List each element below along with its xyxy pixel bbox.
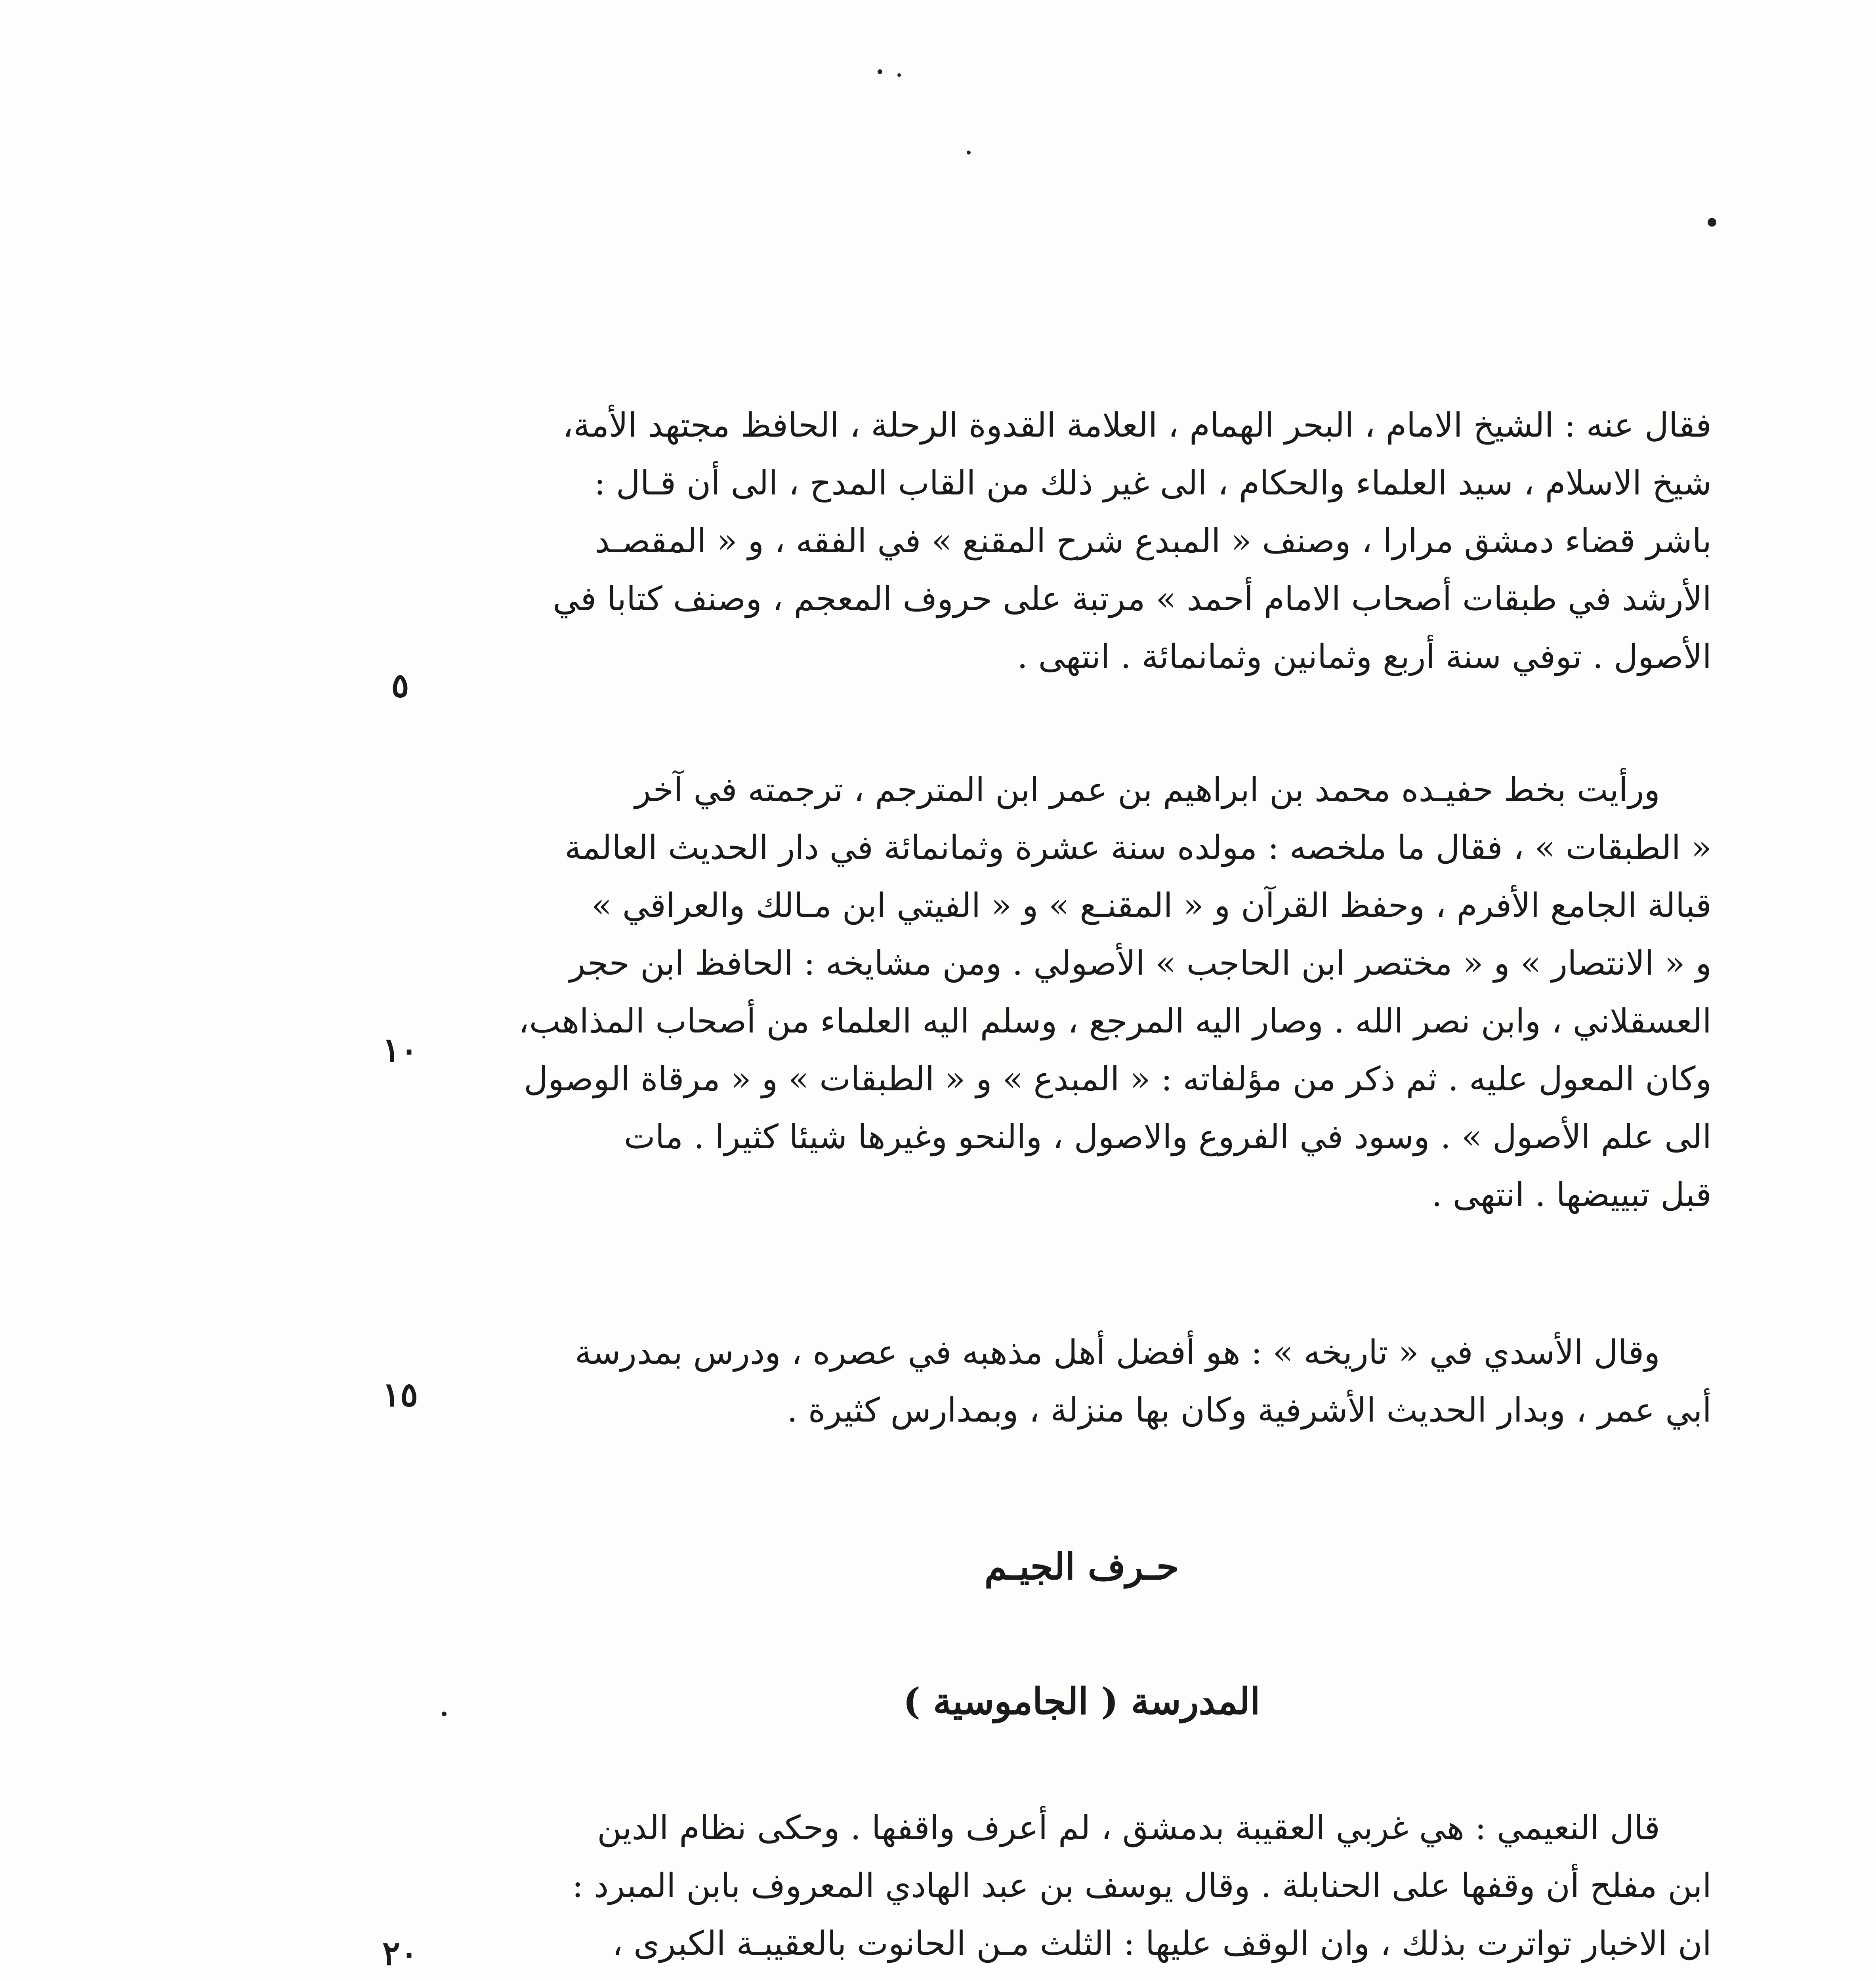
text-line: أبي عمر ، وبدار الحديث الأشرفية وكان بها منزلة ، وبمدارس كثيرة .: [787, 1391, 1712, 1429]
text-line: [452, 1972, 1712, 1981]
margin-line-number: ٥: [391, 666, 409, 705]
text-line: ورأيت بخط حفيـده محمد بن ابراهيم بن عمر ابن المترجم ، ترجمته في آخر: [635, 770, 1660, 809]
text-line: قبل تبييضها . انتهى .: [1431, 1175, 1712, 1214]
margin-line-number: ١٠: [382, 1030, 418, 1069]
scan-speck: [1708, 218, 1716, 227]
scan-speck: [878, 69, 882, 74]
text-line: ابن مفلح أن وقفها على الحنابلة . وقال يوسف بن عبد الهادي المعروف بابن المبرد :: [572, 1866, 1712, 1905]
subsection-heading: المدرسة ( الجاموسية ): [903, 1680, 1260, 1723]
text-line: شيخ الاسلام ، سيد العلماء والحكام ، الى غير ذلك من القاب المدح ، الى أن قـال :: [594, 464, 1712, 502]
text-line: و « الانتصار » و « مختصر ابن الحاجب » الأصولي . ومن مشايخه : الحافظ ابن حجر: [569, 944, 1712, 983]
paragraph-2: [452, 761, 1712, 1223]
text-line: قبالة الجامع الأفرم ، وحفظ القرآن و « المقنـع » و « الفيتي ابن مـالك والعراقي »: [591, 886, 1712, 925]
text-line: « الطبقات » ، فقال ما ملخصه : مولده سنة عشرة وثمانمائة في دار الحديث العالمة: [565, 828, 1712, 867]
paragraph-3: [452, 1323, 1712, 1439]
scan-speck: [897, 73, 901, 77]
section-heading: حـرف الجيـم: [984, 1545, 1179, 1588]
margin-line-number: ١٥: [382, 1375, 418, 1414]
text-line: وكان المعول عليه . ثم ذكر من مؤلفاته : « المبدع » و « الطبقات » و « مرقاة الوصول: [523, 1059, 1712, 1098]
text-line: الأصول . توفي سنة أربع وثمانين وثمانمائة . انتهى .: [1017, 637, 1712, 676]
paragraph-1: [452, 396, 1712, 685]
text-line: الأرشد في طبقات أصحاب الامام أحمد » مرتبة على حروف المعجم ، وصنف كتابا في: [553, 579, 1712, 618]
text-line: قال النعيمي : هي غربي العقيبة بدمشق ، لم أعرف واقفها . وحكى نظام الدين: [597, 1808, 1660, 1847]
text-line: الى علم الأصول » . وسود في الفروع والاصول ، والنحو وغيرها شيئا كثيرا . مات: [624, 1117, 1712, 1156]
text-line: باشر قضاء دمشق مرارا ، وصنف « المبدع شرح المقنع » في الفقه ، و « المقصـد: [595, 521, 1712, 560]
scan-speck: [442, 1712, 447, 1716]
text-line: وقال الأسدي في « تاريخه » : هو أفضل أهل مذهبه في عصره ، ودرس بمدرسة: [574, 1333, 1660, 1372]
paragraph-4: [452, 1799, 1712, 1981]
margin-line-number: ٢٠: [382, 1933, 418, 1973]
scan-speck: [967, 151, 971, 155]
text-line: العسقلاني ، وابن نصر الله . وصار اليه المرجع ، وسلم اليه العلماء من أصحاب المذاهب،: [518, 1002, 1712, 1040]
text-line: فقال عنه : الشيخ الامام ، البحر الهمام ، العلامة القدوة الرحلة ، الحافظ مجتهد الأمة،: [562, 406, 1712, 445]
text-line: ان الاخبار تواترت بذلك ، وان الوقف عليها : الثلث مـن الحانوت بالعقيبـة الكبرى ،: [612, 1924, 1712, 1963]
